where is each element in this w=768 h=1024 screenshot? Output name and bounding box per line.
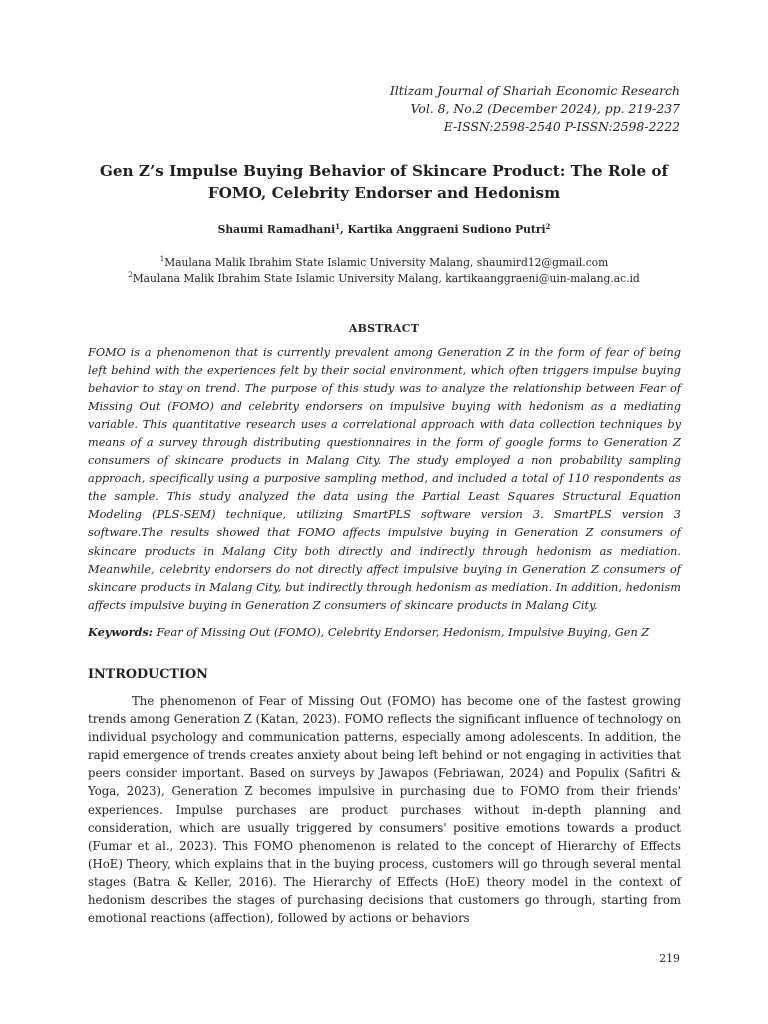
keywords-text: Fear of Missing Out (FOMO), Celebrity Endorser, Hedonism, Impulsive Buying, Gen Z [152, 626, 650, 639]
abstract-body: FOMO is a phenomenon that is currently prevalent among Generation Z in the form of fear of being left behind with the experiences felt by their social environment, which often triggers impulse buying behavior to stay on trend. The purpose of this study was to analyze the relationship between Fear of Missing Out (FOMO) and celebrity endorsers on impulsive buying with hedonism as a mediating variable. This quantitative research uses a correlational approach with data collection techniques by means of a survey through distributing questionnaires in the form of google forms to Generation Z consumers of skincare products in Malang City. The study employed a non probability sampling approach, specifically using a purposive sampling method, and included a total of 110 respondents as the sample. This study analyzed the data using the Partial Least Squares Structural Equation Modeling (PLS-SEM) technique, utilizing SmartPLS software version 3. SmartPLS version 3 software.The results showed that FOMO affects impulsive buying in Generation Z consumers of skincare products in Malang City both directly and indirectly through hedonism as mediation. Meanwhile, celebrity endorsers do not directly affect impulsive buying in Generation Z consumers of skincare products in Malang City, but indirectly through hedonism as mediation. In addition, hedonism affects impulsive buying in Generation Z consumers of skincare products in Malang City. [88, 346, 681, 612]
journal-volume: Vol. 8, No.2 (December 2024), pp. 219-237 [410, 101, 680, 116]
affiliation-line [0, 255, 768, 271]
affiliation-marker: 1 [159, 255, 165, 263]
affiliation-line [0, 271, 768, 287]
journal-header [390, 82, 680, 136]
keywords-label: Keywords: [88, 625, 153, 639]
author-affiliation-marker: 1 [335, 222, 341, 231]
affiliation-marker: 2 [128, 271, 133, 279]
author-name: Kartika Anggraeni Sudiono Putri [347, 223, 546, 236]
page-number: 219 [659, 952, 680, 965]
introduction-heading: INTRODUCTION [88, 667, 208, 682]
author-name: Shaumi Ramadhani [217, 223, 336, 236]
author-affiliation-marker: 2 [545, 222, 551, 231]
affiliation-text: Maulana Malik Ibrahim State Islamic University Malang, kartikaanggraeni@uin-malang.ac.id [132, 272, 640, 285]
journal-issn: E-ISSN:2598-2540 P-ISSN:2598-2222 [443, 119, 680, 134]
paper-title-line-1: Gen Z’s Impulse Buying Behavior of Skincare Product: The Role of [99, 162, 669, 180]
paper-title-line-2: FOMO, Celebrity Endorser and Hedonism [207, 184, 561, 202]
affiliation-text: Maulana Malik Ibrahim State Islamic University Malang, shaumird12@gmail.com [164, 256, 609, 269]
journal-name: Iltizam Journal of Shariah Economic Research [389, 83, 680, 98]
keywords-line [88, 623, 681, 642]
paper-title [70, 160, 698, 204]
abstract-heading: ABSTRACT [348, 322, 420, 335]
affiliation-list [0, 255, 768, 287]
author-separator: , [340, 223, 348, 236]
author-list [0, 222, 768, 238]
introduction-paragraph: The phenomenon of Fear of Missing Out (FOMO) has become one of the fastest growing trends among Generation Z (Katan, 2023). FOMO reflects the significant influence of technology on individual psychology and communication patterns, especially among adolescents. In addition, the rapid emergence of trends creates anxiety about being left behind or not engaging in activities that peers consider important. Based on surveys by Jawapos (Febriawan, 2024) and Populix (Safitri & Yoga, 2023), Generation Z becomes impulsive in purchasing due to FOMO from their friends' experiences. Impulse purchases are product purchases without in-depth planning and consideration, which are usually triggered by consumers' positive emotions towards a product (Fumar et al., 2023). This FOMO phenomenon is related to the concept of Hierarchy of Effects (HoE) Theory, which explains that in the buying process, customers will go through several mental stages (Batra & Keller, 2016). The Hierarchy of Effects (HoE) theory model in the context of hedonism describes the stages of purchasing decisions that customers go through, starting from emotional reactions (affection), followed by actions or behaviors [88, 694, 681, 926]
